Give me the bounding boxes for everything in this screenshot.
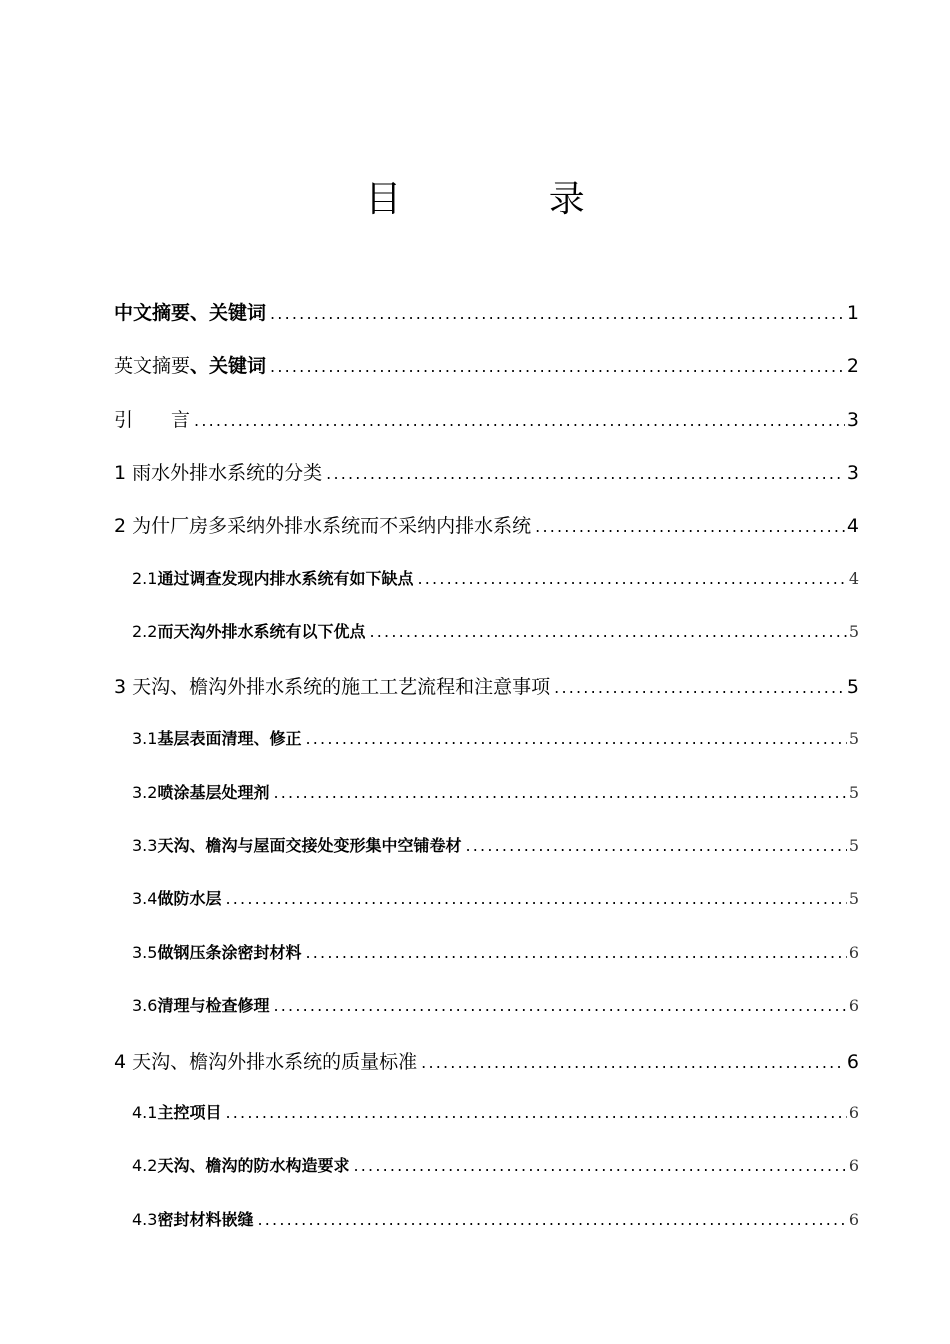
toc-entry-text: 言 xyxy=(171,409,191,431)
toc-entry-label xyxy=(114,351,266,378)
toc-page-number: 5 xyxy=(846,676,859,698)
toc-entry-text: 天沟、檐沟外排水系统的质量标准 xyxy=(132,1051,418,1073)
toc-leader-dots xyxy=(465,836,846,855)
toc-page-number: 4 xyxy=(848,569,859,588)
toc-entry-label xyxy=(132,780,269,803)
toc-entry[interactable] xyxy=(114,672,859,704)
toc-page-number: 6 xyxy=(848,943,859,962)
toc-entry-text: 英文摘要 xyxy=(114,355,191,377)
toc-entry-text: 雨水外排水系统的分类 xyxy=(132,462,323,484)
toc-entry-number: 3.3 xyxy=(132,836,158,855)
toc-leader-dots xyxy=(273,783,846,802)
toc-entry[interactable] xyxy=(132,566,859,598)
toc-page-number: 6 xyxy=(848,1103,859,1122)
toc-leader-dots xyxy=(225,889,846,908)
toc-page-number: 5 xyxy=(848,729,859,748)
toc-entry-number: 4.2 xyxy=(132,1156,158,1175)
toc-entry-label xyxy=(114,672,550,699)
toc-leader-dots xyxy=(554,678,845,697)
toc-entry[interactable] xyxy=(132,886,859,918)
toc-entry-text: 通过调查发现内排水系统有如下缺点 xyxy=(157,569,414,588)
toc-entry[interactable] xyxy=(132,1207,859,1239)
toc-page-number: 5 xyxy=(848,622,859,641)
toc-entry-number: 2.2 xyxy=(132,622,158,641)
toc-leader-dots xyxy=(353,1156,846,1175)
toc-entry-number: 2.1 xyxy=(132,569,158,588)
toc-entry-number: 3.6 xyxy=(132,996,158,1015)
toc-entry-label xyxy=(132,993,269,1016)
toc-entry-label xyxy=(114,298,266,325)
toc-entry[interactable] xyxy=(114,298,859,330)
toc-entry-text: 密封材料嵌缝 xyxy=(157,1210,254,1229)
toc-entry[interactable] xyxy=(132,619,859,651)
toc-entry-label xyxy=(132,1207,253,1230)
toc-entry[interactable] xyxy=(114,405,859,437)
toc-entry-text: 中文摘要、关键词 xyxy=(114,302,267,324)
toc-entry-text: 为什厂房多采纳外排水系统而不采纳内排水系统 xyxy=(132,515,532,537)
toc-entry[interactable] xyxy=(132,833,859,865)
toc-page-number: 5 xyxy=(848,836,859,855)
toc-entry-label xyxy=(132,886,221,909)
toc-leader-dots xyxy=(326,464,845,483)
toc-entry[interactable] xyxy=(114,458,859,490)
toc-entry-label xyxy=(132,566,413,589)
toc-leader-dots xyxy=(270,304,845,323)
toc-leader-dots xyxy=(194,411,845,430)
toc-leader-dots xyxy=(417,569,846,588)
toc-entry-label xyxy=(114,511,531,538)
toc-entry-label xyxy=(132,1153,349,1176)
toc-entry[interactable] xyxy=(114,511,859,543)
toc-page-number: 1 xyxy=(846,302,859,324)
toc-entry-text: 天沟、檐沟的防水构造要求 xyxy=(157,1156,350,1175)
toc-page-number: 6 xyxy=(848,1156,859,1175)
toc-entry-label xyxy=(114,458,322,485)
toc-entry[interactable] xyxy=(114,351,859,383)
toc-leader-dots xyxy=(305,943,846,962)
toc-entry-text: 引 xyxy=(114,409,134,431)
toc-page-number: 3 xyxy=(846,409,859,431)
toc-leader-dots xyxy=(273,996,846,1015)
toc-entry-label xyxy=(132,833,461,856)
toc-entry-text: 清理与检查修理 xyxy=(157,996,270,1015)
toc-entry-text: 、关键词 xyxy=(190,355,267,377)
toc-entry[interactable] xyxy=(132,1153,859,1185)
toc-entry-label xyxy=(132,940,301,963)
toc-entry-label xyxy=(132,726,301,749)
toc-entry-text: 天沟、檐沟与屋面交接处变形集中空铺卷材 xyxy=(157,836,462,855)
toc-entry[interactable] xyxy=(132,726,859,758)
toc-leader-dots xyxy=(535,517,845,536)
toc-entry-number: 3.5 xyxy=(132,943,158,962)
toc-entry-label xyxy=(132,1100,221,1123)
toc-entry[interactable] xyxy=(132,780,859,812)
toc-leader-dots xyxy=(225,1103,846,1122)
toc-page-number: 6 xyxy=(846,1051,859,1073)
toc-page-number: 5 xyxy=(848,889,859,908)
toc-entry-label xyxy=(132,619,365,642)
toc-leader-dots xyxy=(369,622,846,641)
toc-entry[interactable] xyxy=(132,940,859,972)
toc-entry-number: 3 xyxy=(114,676,127,698)
page-title: 目 录 xyxy=(365,179,653,220)
toc-entry-text: 做钢压条涂密封材料 xyxy=(157,943,302,962)
toc-entry-text: 做防水层 xyxy=(157,889,222,908)
toc-entry-text: 天沟、檐沟外排水系统的施工工艺流程和注意事项 xyxy=(132,676,551,698)
toc-entry[interactable] xyxy=(132,1100,859,1132)
toc-page-number: 6 xyxy=(848,996,859,1015)
toc-entry-number: 3.4 xyxy=(132,889,158,908)
toc-leader-dots xyxy=(257,1210,846,1229)
toc-page-number: 2 xyxy=(846,355,859,377)
toc-entry-number: 4.1 xyxy=(132,1103,158,1122)
toc-entry[interactable] xyxy=(132,993,859,1025)
toc-entry-number: 2 xyxy=(114,515,127,537)
toc-leader-dots xyxy=(421,1053,845,1072)
toc-leader-dots xyxy=(305,729,846,748)
toc-entry-number: 3.2 xyxy=(132,783,158,802)
toc-page-number: 4 xyxy=(846,515,859,537)
toc-entry-number: 4 xyxy=(114,1051,127,1073)
toc-leader-dots xyxy=(270,357,845,376)
toc-entry[interactable] xyxy=(114,1047,859,1079)
toc-entry-label xyxy=(114,1047,417,1074)
toc-page-number: 5 xyxy=(848,783,859,802)
toc-entry-text: 而天沟外排水系统有以下优点 xyxy=(157,622,366,641)
toc-page-number: 6 xyxy=(848,1210,859,1229)
toc-entry-number: 4.3 xyxy=(132,1210,158,1229)
toc-entry-text: 基层表面清理、修正 xyxy=(157,729,302,748)
toc-page-number: 3 xyxy=(846,462,859,484)
toc-entry-number: 1 xyxy=(114,462,127,484)
toc-entry-number: 3.1 xyxy=(132,729,158,748)
toc-entry-label xyxy=(114,405,190,432)
toc-entry-text: 主控项目 xyxy=(157,1103,222,1122)
toc-entry-text: 喷涂基层处理剂 xyxy=(157,783,270,802)
